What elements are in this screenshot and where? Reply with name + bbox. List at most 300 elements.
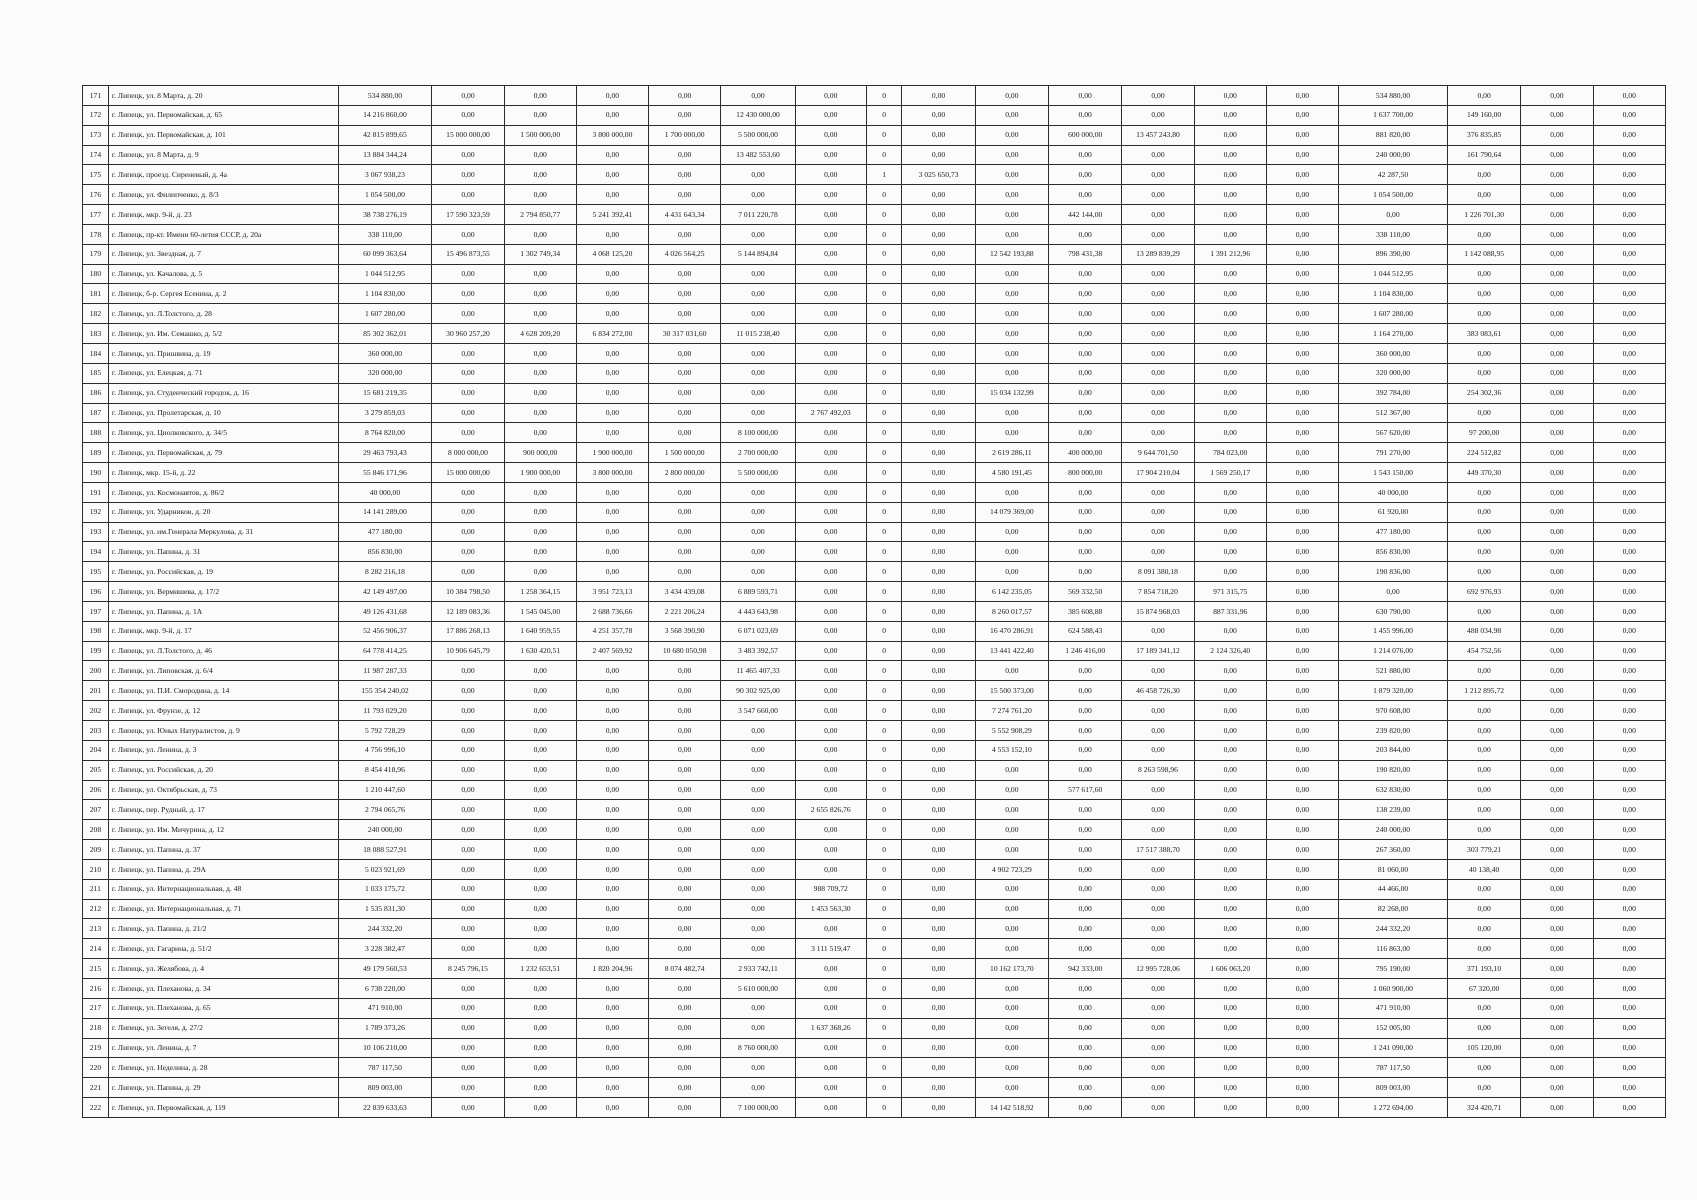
amount-cell: 11 465 407,33 <box>721 661 795 681</box>
amount-cell: 0,00 <box>1521 463 1593 483</box>
amount-cell: 0,00 <box>1521 542 1593 562</box>
amount-cell: 0,00 <box>504 423 576 443</box>
amount-cell: 0,00 <box>1521 919 1593 939</box>
amount-cell: 376 835,85 <box>1447 125 1520 145</box>
amount-cell: 0,00 <box>1194 343 1266 363</box>
amount-cell: 1 044 512,95 <box>1339 264 1448 284</box>
amount-cell: 0,00 <box>1593 443 1665 463</box>
amount-cell: 0,00 <box>1122 86 1194 106</box>
row-number-cell: 182 <box>83 304 109 324</box>
amount-cell: 15 681 219,35 <box>338 383 432 403</box>
amount-cell: 0,00 <box>902 621 975 641</box>
amount-cell: 320 000,00 <box>338 363 432 383</box>
amount-cell: 2 124 326,40 <box>1194 641 1266 661</box>
table-row <box>83 978 1666 998</box>
amount-cell: 0,00 <box>1266 641 1338 661</box>
amount-cell: 0,00 <box>1194 542 1266 562</box>
amount-cell: 0,00 <box>504 304 576 324</box>
amount-cell: 0,00 <box>795 840 866 860</box>
table-body <box>83 86 1666 1118</box>
amount-cell: 0,00 <box>1266 284 1338 304</box>
amount-cell: 1 241 090,00 <box>1339 1038 1448 1058</box>
amount-cell: 0,00 <box>1521 562 1593 582</box>
amount-cell: 0,00 <box>1194 205 1266 225</box>
amount-cell: 3 800 000,00 <box>576 463 648 483</box>
amount-cell: 138 239,00 <box>1339 800 1448 820</box>
amount-cell: 0,00 <box>1521 165 1593 185</box>
amount-cell: 0,00 <box>795 998 866 1018</box>
row-number-cell: 197 <box>83 601 109 621</box>
amount-cell: 0,00 <box>1049 343 1122 363</box>
row-number-cell: 221 <box>83 1078 109 1098</box>
amount-cell: 0,00 <box>1593 800 1665 820</box>
amount-cell: 0,00 <box>1049 939 1122 959</box>
amount-cell: 42 287,50 <box>1339 165 1448 185</box>
amount-cell: 0,00 <box>1521 701 1593 721</box>
amount-cell: 6 071 023,69 <box>721 621 795 641</box>
amount-cell: 0,00 <box>432 165 504 185</box>
amount-cell: 0,00 <box>975 324 1048 344</box>
amount-cell: 0,00 <box>1447 185 1520 205</box>
amount-cell: 0,00 <box>1521 1018 1593 1038</box>
amount-cell: 6 889 593,71 <box>721 582 795 602</box>
amount-cell: 0,00 <box>1049 502 1122 522</box>
amount-cell: 0,00 <box>1447 502 1520 522</box>
amount-cell: 0,00 <box>721 403 795 423</box>
table-row <box>83 463 1666 483</box>
amount-cell: 0,00 <box>1194 86 1266 106</box>
amount-cell: 4 431 643,34 <box>649 205 721 225</box>
amount-cell: 0,00 <box>649 224 721 244</box>
amount-cell: 8 260 017,57 <box>975 601 1048 621</box>
amount-cell: 0,00 <box>1049 899 1122 919</box>
amount-cell: 971 315,75 <box>1194 582 1266 602</box>
address-cell: г. Липецк, мкр. 9-й, д. 17 <box>108 621 338 641</box>
amount-cell: 324 420,71 <box>1447 1098 1520 1118</box>
amount-cell: 0,00 <box>649 86 721 106</box>
amount-cell: 0,00 <box>795 244 866 264</box>
amount-cell: 0,00 <box>1447 939 1520 959</box>
amount-cell: 0,00 <box>649 721 721 741</box>
amount-cell: 0,00 <box>432 542 504 562</box>
row-number-cell: 214 <box>83 939 109 959</box>
amount-cell: 42 149 497,00 <box>338 582 432 602</box>
amount-cell: 0 <box>866 125 902 145</box>
amount-cell: 0,00 <box>1049 363 1122 383</box>
amount-cell: 0,00 <box>975 1058 1048 1078</box>
amount-cell: 14 216 860,00 <box>338 105 432 125</box>
table-row <box>83 780 1666 800</box>
table-row <box>83 185 1666 205</box>
address-cell: г. Липецк, ул. Папина, д. 31 <box>108 542 338 562</box>
amount-cell: 4 553 152,10 <box>975 740 1048 760</box>
amount-cell: 0,00 <box>721 740 795 760</box>
amount-cell: 1 630 420,51 <box>504 641 576 661</box>
amount-cell: 0,00 <box>504 86 576 106</box>
table-row <box>83 721 1666 741</box>
amount-cell: 477 180,00 <box>1339 522 1448 542</box>
amount-cell: 0,00 <box>432 363 504 383</box>
amount-cell: 8 100 000,00 <box>721 423 795 443</box>
amount-cell: 0,00 <box>902 780 975 800</box>
amount-cell: 0,00 <box>1447 1058 1520 1078</box>
amount-cell: 0,00 <box>1194 621 1266 641</box>
row-number-cell: 186 <box>83 383 109 403</box>
amount-cell: 0,00 <box>1122 1098 1194 1118</box>
amount-cell: 1 820 204,96 <box>576 959 648 979</box>
amount-cell: 0,00 <box>504 502 576 522</box>
amount-cell: 0,00 <box>1447 482 1520 502</box>
amount-cell: 0,00 <box>649 562 721 582</box>
table-row <box>83 443 1666 463</box>
amount-cell: 0 <box>866 701 902 721</box>
amount-cell: 0,00 <box>1266 522 1338 542</box>
address-cell: г. Липецк, ул. 8 Марта, д. 20 <box>108 86 338 106</box>
amount-cell: 0,00 <box>1339 205 1448 225</box>
amount-cell: 0,00 <box>1266 760 1338 780</box>
amount-cell: 0,00 <box>1266 840 1338 860</box>
amount-cell: 0,00 <box>975 185 1048 205</box>
amount-cell: 0,00 <box>902 423 975 443</box>
amount-cell: 0,00 <box>576 919 648 939</box>
address-cell: г. Липецк, ул. Плеханова, д. 65 <box>108 998 338 1018</box>
amount-cell: 0,00 <box>975 840 1048 860</box>
amount-cell: 0,00 <box>795 105 866 125</box>
amount-cell: 0,00 <box>1122 403 1194 423</box>
address-cell: г. Липецк, ул. Звездная, д. 7 <box>108 244 338 264</box>
amount-cell: 0,00 <box>902 760 975 780</box>
row-number-cell: 196 <box>83 582 109 602</box>
amount-cell: 0,00 <box>432 482 504 502</box>
amount-cell: 0,00 <box>902 820 975 840</box>
table-row <box>83 899 1666 919</box>
amount-cell: 0,00 <box>432 1098 504 1118</box>
amount-cell: 0,00 <box>1593 423 1665 443</box>
amount-cell: 0,00 <box>1049 522 1122 542</box>
amount-cell: 0,00 <box>576 899 648 919</box>
amount-cell: 0,00 <box>432 185 504 205</box>
amount-cell: 800 000,00 <box>1049 463 1122 483</box>
amount-cell: 149 160,00 <box>1447 105 1520 125</box>
amount-cell: 0,00 <box>902 879 975 899</box>
amount-cell: 0,00 <box>649 482 721 502</box>
amount-cell: 12 189 083,36 <box>432 601 504 621</box>
amount-cell: 0,00 <box>795 443 866 463</box>
amount-cell: 0,00 <box>576 304 648 324</box>
amount-cell: 809 003,00 <box>1339 1078 1448 1098</box>
amount-cell: 2 221 206,24 <box>649 601 721 621</box>
amount-cell: 0,00 <box>1593 978 1665 998</box>
amount-cell: 0,00 <box>1122 661 1194 681</box>
address-cell: г. Липецк, ул. Первомайская, д. 101 <box>108 125 338 145</box>
amount-cell: 0,00 <box>432 1058 504 1078</box>
amount-cell: 0,00 <box>1194 105 1266 125</box>
amount-cell: 385 608,88 <box>1049 601 1122 621</box>
amount-cell: 0,00 <box>1521 482 1593 502</box>
amount-cell: 0,00 <box>1049 423 1122 443</box>
amount-cell: 0,00 <box>432 383 504 403</box>
amount-cell: 0,00 <box>1593 621 1665 641</box>
amount-cell: 0,00 <box>1194 165 1266 185</box>
amount-cell: 0,00 <box>1049 661 1122 681</box>
amount-cell: 0,00 <box>649 284 721 304</box>
table-row <box>83 740 1666 760</box>
amount-cell: 0,00 <box>1122 502 1194 522</box>
amount-cell: 0,00 <box>1521 800 1593 820</box>
amount-cell: 449 370,30 <box>1447 463 1520 483</box>
amount-cell: 0,00 <box>721 859 795 879</box>
amount-cell: 0,00 <box>576 1078 648 1098</box>
amount-cell: 10 162 173,70 <box>975 959 1048 979</box>
amount-cell: 0,00 <box>1593 1018 1665 1038</box>
amount-cell: 0,00 <box>432 800 504 820</box>
amount-cell: 60 099 363,64 <box>338 244 432 264</box>
amount-cell: 0,00 <box>1049 1058 1122 1078</box>
amount-cell: 0,00 <box>902 343 975 363</box>
amount-cell: 0,00 <box>1593 899 1665 919</box>
amount-cell: 0,00 <box>1593 403 1665 423</box>
amount-cell: 0 <box>866 343 902 363</box>
amount-cell: 0,00 <box>795 661 866 681</box>
amount-cell: 0,00 <box>902 919 975 939</box>
amount-cell: 0,00 <box>1266 601 1338 621</box>
row-number-cell: 217 <box>83 998 109 1018</box>
amount-cell: 0 <box>866 760 902 780</box>
amount-cell: 3 951 723,13 <box>576 582 648 602</box>
amount-cell: 0,00 <box>649 1078 721 1098</box>
amount-cell: 0,00 <box>1593 601 1665 621</box>
amount-cell: 0,00 <box>1122 423 1194 443</box>
table-row <box>83 304 1666 324</box>
table-row <box>83 1078 1666 1098</box>
amount-cell: 0,00 <box>721 760 795 780</box>
amount-cell: 0,00 <box>1266 621 1338 641</box>
amount-cell: 0,00 <box>1521 840 1593 860</box>
address-cell: г. Липецк, ул. Папина, д. 29 <box>108 1078 338 1098</box>
amount-cell: 64 778 414,25 <box>338 641 432 661</box>
amount-cell: 0,00 <box>721 502 795 522</box>
row-number-cell: 202 <box>83 701 109 721</box>
amount-cell: 267 360,00 <box>1339 840 1448 860</box>
amount-cell: 0,00 <box>1447 740 1520 760</box>
amount-cell: 1 640 959,55 <box>504 621 576 641</box>
amount-cell: 0,00 <box>795 820 866 840</box>
amount-cell: 0,00 <box>795 185 866 205</box>
amount-cell: 7 274 761,20 <box>975 701 1048 721</box>
amount-cell: 0,00 <box>902 86 975 106</box>
table-row <box>83 284 1666 304</box>
amount-cell: 0,00 <box>432 859 504 879</box>
amount-cell: 0,00 <box>649 701 721 721</box>
amount-cell: 0,00 <box>1521 502 1593 522</box>
row-number-cell: 187 <box>83 403 109 423</box>
amount-cell: 0,00 <box>1593 760 1665 780</box>
amount-cell: 17 904 210,04 <box>1122 463 1194 483</box>
amount-cell: 0,00 <box>795 363 866 383</box>
amount-cell: 0,00 <box>576 185 648 205</box>
amount-cell: 0,00 <box>1194 998 1266 1018</box>
amount-cell: 0,00 <box>721 264 795 284</box>
amount-cell: 4 026 564,25 <box>649 244 721 264</box>
amount-cell: 0,00 <box>1593 582 1665 602</box>
amount-cell: 0,00 <box>504 224 576 244</box>
amount-cell: 0,00 <box>504 681 576 701</box>
amount-cell: 0,00 <box>1447 304 1520 324</box>
amount-cell: 4 902 723,29 <box>975 859 1048 879</box>
amount-cell: 0,00 <box>504 522 576 542</box>
amount-cell: 0,00 <box>902 185 975 205</box>
amount-cell: 152 005,00 <box>1339 1018 1448 1038</box>
amount-cell: 0,00 <box>1521 86 1593 106</box>
amount-cell: 0,00 <box>1122 800 1194 820</box>
address-cell: г. Липецк, ул. Им. Мичурина, д. 12 <box>108 820 338 840</box>
amount-cell: 1 453 563,30 <box>795 899 866 919</box>
amount-cell: 12 995 728,06 <box>1122 959 1194 979</box>
amount-cell: 0,00 <box>1194 661 1266 681</box>
row-number-cell: 194 <box>83 542 109 562</box>
amount-cell: 0 <box>866 601 902 621</box>
amount-cell: 1 302 749,34 <box>504 244 576 264</box>
amount-cell: 0,00 <box>1266 978 1338 998</box>
amount-cell: 0,00 <box>504 145 576 165</box>
amount-cell: 0,00 <box>1122 145 1194 165</box>
amount-cell: 0,00 <box>1049 820 1122 840</box>
row-number-cell: 179 <box>83 244 109 264</box>
amount-cell: 0,00 <box>1049 383 1122 403</box>
amount-cell: 3 800 000,00 <box>576 125 648 145</box>
amount-cell: 0 <box>866 264 902 284</box>
amount-cell: 0,00 <box>1266 780 1338 800</box>
amount-cell: 0,00 <box>1049 740 1122 760</box>
amount-cell: 0,00 <box>504 800 576 820</box>
amount-cell: 0,00 <box>1194 403 1266 423</box>
amount-cell: 0,00 <box>1593 1038 1665 1058</box>
amount-cell: 0,00 <box>795 125 866 145</box>
amount-cell: 0,00 <box>432 562 504 582</box>
amount-cell: 1 104 830,00 <box>1339 284 1448 304</box>
amount-cell: 0,00 <box>795 978 866 998</box>
amount-cell: 0,00 <box>1122 1058 1194 1078</box>
amount-cell: 0,00 <box>432 939 504 959</box>
amount-cell: 0,00 <box>1521 1038 1593 1058</box>
row-number-cell: 210 <box>83 859 109 879</box>
amount-cell: 809 003,00 <box>338 1078 432 1098</box>
amount-cell: 0,00 <box>1521 939 1593 959</box>
amount-cell: 0,00 <box>504 820 576 840</box>
amount-cell: 0,00 <box>721 86 795 106</box>
amount-cell: 13 441 422,40 <box>975 641 1048 661</box>
address-cell: г. Липецк, пер. Рудный, д. 17 <box>108 800 338 820</box>
amount-cell: 0,00 <box>432 105 504 125</box>
row-number-cell: 173 <box>83 125 109 145</box>
amount-cell: 8 091 380,18 <box>1122 562 1194 582</box>
row-number-cell: 205 <box>83 760 109 780</box>
amount-cell: 8 245 796,15 <box>432 959 504 979</box>
amount-cell: 2 655 826,76 <box>795 800 866 820</box>
amount-cell: 0 <box>866 820 902 840</box>
amount-cell: 0,00 <box>432 423 504 443</box>
amount-cell: 0,00 <box>975 542 1048 562</box>
address-cell: г. Липецк, ул. Интернациональная, д. 48 <box>108 879 338 899</box>
amount-cell: 0,00 <box>1194 780 1266 800</box>
amount-cell: 3 483 392,57 <box>721 641 795 661</box>
amount-cell: 0,00 <box>1266 502 1338 522</box>
amount-cell: 0,00 <box>1593 205 1665 225</box>
amount-cell: 0,00 <box>1266 740 1338 760</box>
amount-cell: 1 272 694,00 <box>1339 1098 1448 1118</box>
amount-cell: 0,00 <box>432 879 504 899</box>
row-number-cell: 215 <box>83 959 109 979</box>
amount-cell: 1 258 364,15 <box>504 582 576 602</box>
address-cell: г. Липецк, ул. Вермишева, д. 17/2 <box>108 582 338 602</box>
amount-cell: 0 <box>866 205 902 225</box>
amount-cell: 0,00 <box>504 105 576 125</box>
amount-cell: 0,00 <box>1266 959 1338 979</box>
amount-cell: 0,00 <box>1122 998 1194 1018</box>
amount-cell: 0,00 <box>795 780 866 800</box>
amount-cell: 0,00 <box>649 899 721 919</box>
amount-cell: 0,00 <box>721 998 795 1018</box>
amount-cell: 0,00 <box>902 482 975 502</box>
amount-cell: 1 232 653,51 <box>504 959 576 979</box>
amount-cell: 0,00 <box>1447 522 1520 542</box>
amount-cell: 0,00 <box>432 264 504 284</box>
amount-cell: 0 <box>866 740 902 760</box>
amount-cell: 8 000 000,00 <box>432 443 504 463</box>
amount-cell: 0,00 <box>649 681 721 701</box>
amount-cell: 0,00 <box>649 939 721 959</box>
amount-cell: 0,00 <box>649 800 721 820</box>
amount-cell: 0,00 <box>1194 304 1266 324</box>
amount-cell: 0,00 <box>795 959 866 979</box>
amount-cell: 0,00 <box>1266 105 1338 125</box>
address-cell: г. Липецк, ул. Российская, д. 20 <box>108 760 338 780</box>
table-row <box>83 423 1666 443</box>
amount-cell: 40 000,00 <box>338 482 432 502</box>
amount-cell: 0,00 <box>649 840 721 860</box>
amount-cell: 0,00 <box>504 284 576 304</box>
amount-cell: 0,00 <box>1447 165 1520 185</box>
amount-cell: 0,00 <box>1194 1038 1266 1058</box>
amount-cell: 0,00 <box>1049 978 1122 998</box>
amount-cell: 0,00 <box>721 1078 795 1098</box>
amount-cell: 0,00 <box>1194 383 1266 403</box>
amount-cell: 0,00 <box>1194 284 1266 304</box>
amount-cell: 0 <box>866 1098 902 1118</box>
amount-cell: 0,00 <box>1049 304 1122 324</box>
amount-cell: 2 794 065,76 <box>338 800 432 820</box>
row-number-cell: 176 <box>83 185 109 205</box>
row-number-cell: 188 <box>83 423 109 443</box>
amount-cell: 0,00 <box>1593 264 1665 284</box>
amount-cell: 0,00 <box>902 701 975 721</box>
amount-cell: 0,00 <box>1521 641 1593 661</box>
amount-cell: 3 025 650,73 <box>902 165 975 185</box>
amount-cell: 0,00 <box>1266 463 1338 483</box>
amount-cell: 0,00 <box>432 403 504 423</box>
amount-cell: 0,00 <box>576 482 648 502</box>
amount-cell: 10 906 645,79 <box>432 641 504 661</box>
amount-cell: 0,00 <box>795 681 866 701</box>
table-row <box>83 363 1666 383</box>
amount-cell: 0,00 <box>1521 721 1593 741</box>
amount-cell: 15 034 132,99 <box>975 383 1048 403</box>
amount-cell: 0,00 <box>1266 1098 1338 1118</box>
amount-cell: 0,00 <box>902 978 975 998</box>
amount-cell: 0,00 <box>1447 1078 1520 1098</box>
amount-cell: 13 884 344,24 <box>338 145 432 165</box>
table-row <box>83 403 1666 423</box>
